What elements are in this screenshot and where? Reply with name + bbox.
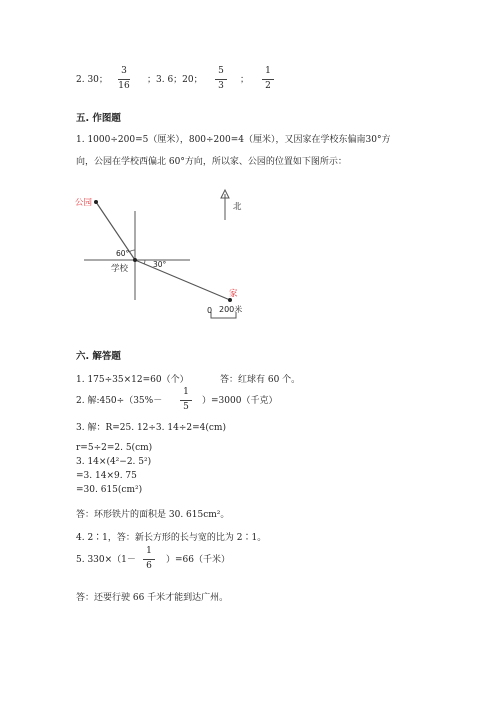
line1-sep-text: ； [240,75,250,85]
fraction-numerator: 1 [183,387,189,397]
question-3-step4: =30. 615(cm²) [76,485,143,495]
section-5-title: 五. 作图题 [76,113,121,124]
question-2-suffix: ）=3000（千克） [202,396,278,406]
question-4: 4. 2∶1，答：新长方形的长与宽的比为 2∶1。 [76,533,267,543]
question-2-prefix: 2. 解:450÷（35%－ [76,396,163,406]
park-point [94,200,98,204]
park-label: 公园 [75,198,93,208]
fraction-bar [143,559,155,560]
question-3-step1: r=5÷2=2. 5(cm) [76,443,153,453]
home-direction-line [135,260,230,300]
fraction-1-5 [180,387,192,413]
school-point [133,258,137,262]
angle-30-label: 30° [153,260,167,269]
section-5-paragraph-line2: 向，公园在学校西偏北 60°方向，所以家、公园的位置如下图所示： [76,157,347,167]
fraction-numerator: 3 [121,66,127,76]
fraction-denominator: 3 [218,81,224,91]
question-5-suffix: ）=66（千米） [166,555,230,565]
question-3-step3: =3. 14×9. 75 [76,471,137,481]
fraction-numerator: 1 [265,66,271,76]
angle-30-arc [144,260,145,264]
north-label: 北 [233,202,242,212]
scale-unit-label: 200米 [219,305,243,314]
question-3-step2: 3. 14×(4²−2. 5²) [76,457,152,467]
angle-60-arc [130,250,136,252]
section-6-title: 六. 解答题 [76,351,121,362]
question-5-prefix: 5. 330×（1－ [76,555,136,565]
fraction-numerator: 1 [146,546,152,556]
fraction-denominator: 2 [265,81,271,91]
question-3-answer: 答：环形铁片的面积是 30. 615cm²。 [76,510,230,520]
fraction-1-6 [143,546,155,572]
question-3-line: 3. 解：R=25. 12÷3. 14÷2=4(cm) [76,423,226,433]
scale-zero-label: 0 [207,306,213,315]
line1-middle-text: ；3. 6；20； [147,75,203,85]
school-label: 学校 [111,264,129,274]
fraction-denominator: 5 [183,402,189,412]
fraction-denominator: 16 [118,81,130,91]
question-1-calc: 1. 175÷35×12=60（个） [76,375,189,385]
fraction-denominator: 6 [146,561,152,571]
line1-prefix: 2. 30； [76,75,108,85]
fraction-numerator: 5 [218,66,224,76]
question-1-answer: 答：红球有 60 个。 [220,375,301,385]
angle-60-label: 60° [116,249,130,258]
home-label: 家 [229,289,238,299]
fraction-bar [180,400,192,401]
question-5-answer: 答：还要行驶 66 千米才能到达广州。 [76,593,229,603]
section-5-paragraph-line1: 1. 1000÷200=5（厘米），800÷200=4（厘米），又因家在学校东偏南30°方 [76,135,391,145]
